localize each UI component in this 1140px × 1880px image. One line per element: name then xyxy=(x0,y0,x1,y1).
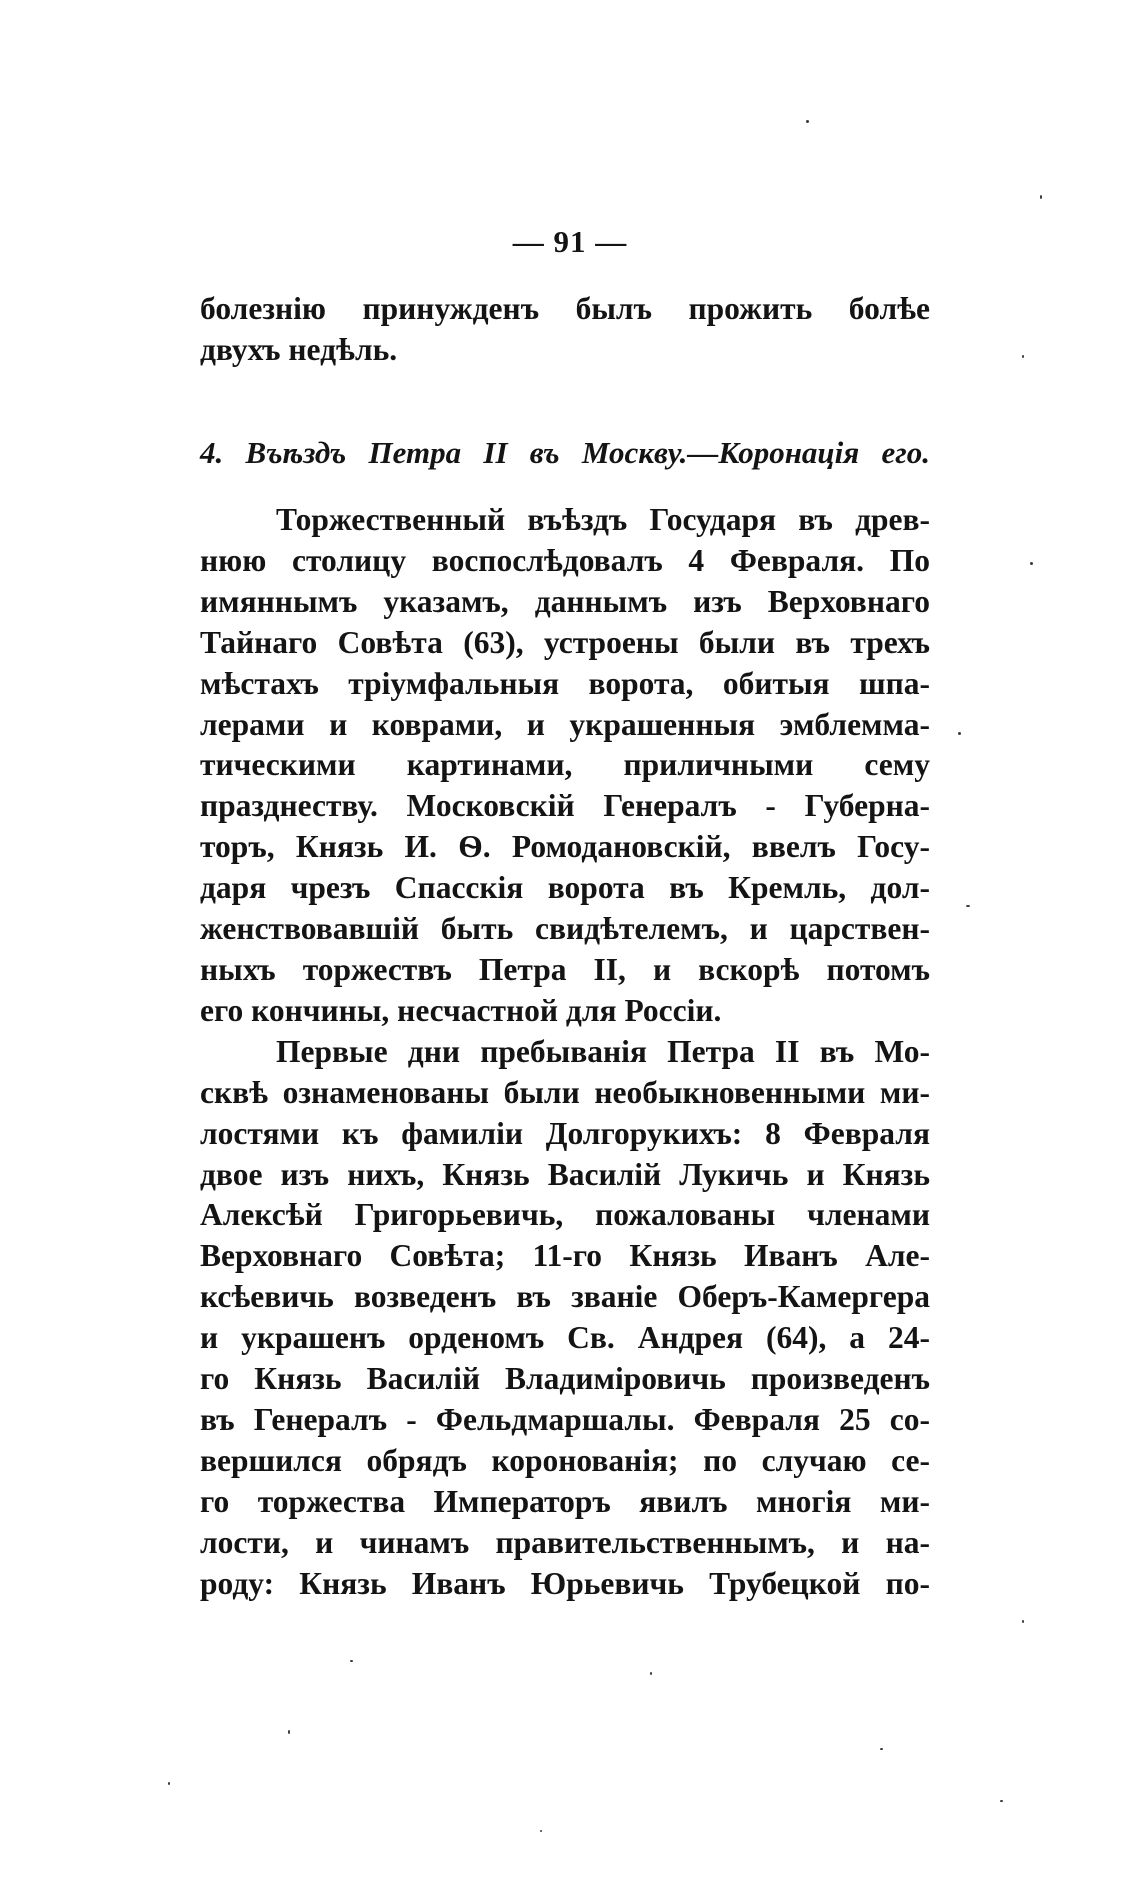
scan-speck xyxy=(958,732,961,735)
text-line: въ Генералъ - Фельдмаршалы. Февраля 25 со- xyxy=(200,1401,930,1437)
scan-speck xyxy=(880,1748,883,1750)
text-line: Первые дни пребыванія Петра II въ Мо- xyxy=(276,1033,930,1069)
scan-speck xyxy=(1040,195,1042,199)
text-line: нюю столицу воспослѣдовалъ 4 Февраля. По xyxy=(200,542,930,578)
text-line: ныхъ торжествъ Петра II, и вскорѣ потомъ xyxy=(200,951,930,987)
scan-speck xyxy=(1030,562,1033,565)
text-line: двухъ недѣль. xyxy=(200,331,398,367)
text-line: лости, и чинамъ правительственнымъ, и на- xyxy=(200,1524,930,1560)
scan-speck xyxy=(288,1730,290,1734)
text-line: имяннымъ указамъ, даннымъ изъ Верховнаго xyxy=(200,583,930,619)
text-line: его кончины, несчастной для Россіи. xyxy=(200,992,722,1028)
text-line: ксѣевичь возведенъ въ званіе Оберъ-Камергера xyxy=(200,1279,930,1315)
scan-speck xyxy=(540,1830,542,1832)
text-line: го торжества Императоръ явилъ многія ми- xyxy=(200,1483,930,1519)
text-line: Верховнаго Совѣта; 11-го Князь Иванъ Але- xyxy=(200,1238,930,1274)
paragraph-2 xyxy=(200,1032,930,1605)
text-line: мѣстахъ тріумфальныя ворота, обитыя шпа- xyxy=(200,665,930,701)
text-line: тическими картинами, приличными сему xyxy=(200,747,930,783)
text-line: роду: Князь Иванъ Юрьевичь Трубецкой по- xyxy=(200,1565,930,1601)
paragraph-1 xyxy=(200,500,930,1032)
scan-speck xyxy=(350,1660,353,1662)
text-line: торъ, Князь И. Ѳ. Ромодановскій, ввелъ Госу- xyxy=(200,829,930,865)
page-number: — 91 — xyxy=(512,224,628,259)
text-line: лостями къ фамиліи Долгорукихъ: 8 Февраля xyxy=(200,1115,930,1151)
continuation-text xyxy=(200,289,930,371)
scan-speck xyxy=(1000,1800,1003,1802)
scan-speck xyxy=(1022,1620,1024,1623)
text-line: женствовавшій быть свидѣтелемъ, и царствен- xyxy=(200,911,930,947)
text-line: лерами и коврами, и украшенныя эмблемма- xyxy=(200,706,930,742)
scan-speck xyxy=(966,905,970,907)
text-line: Тайнаго Совѣта (63), устроены были въ трехъ xyxy=(200,624,930,660)
text-line: Торжественный въѣздъ Государя въ древ- xyxy=(276,502,930,537)
text-line: Алексѣй Григорьевичь, пожалованы членами xyxy=(200,1197,930,1233)
scan-speck xyxy=(1022,355,1024,358)
text-line: болезнію принужденъ былъ прожить болѣе xyxy=(200,291,930,326)
text-line: празднеству. Московскій Генералъ - Губерна- xyxy=(200,788,930,824)
scan-speck xyxy=(806,120,809,123)
text-line: го Князь Василій Владиміровичь произведенъ xyxy=(200,1361,930,1397)
section-body xyxy=(200,500,930,1604)
text-line: сквѣ ознаменованы были необыкновенными ми- xyxy=(200,1074,930,1110)
text-line: и украшенъ орденомъ Св. Андрея (64), а 24- xyxy=(200,1320,930,1356)
scan-speck xyxy=(650,1672,652,1675)
text-line: вершился обрядъ коронованія; по случаю се- xyxy=(200,1442,930,1478)
section-heading: 4. Въѣздъ Петра II въ Москву.—Коронація его. xyxy=(200,435,930,470)
text-line: двое изъ нихъ, Князь Василій Лукичь и Князь xyxy=(200,1156,930,1192)
scan-speck xyxy=(168,1782,170,1785)
text-line: даря чрезъ Спасскія ворота въ Кремль, дол- xyxy=(200,870,930,906)
